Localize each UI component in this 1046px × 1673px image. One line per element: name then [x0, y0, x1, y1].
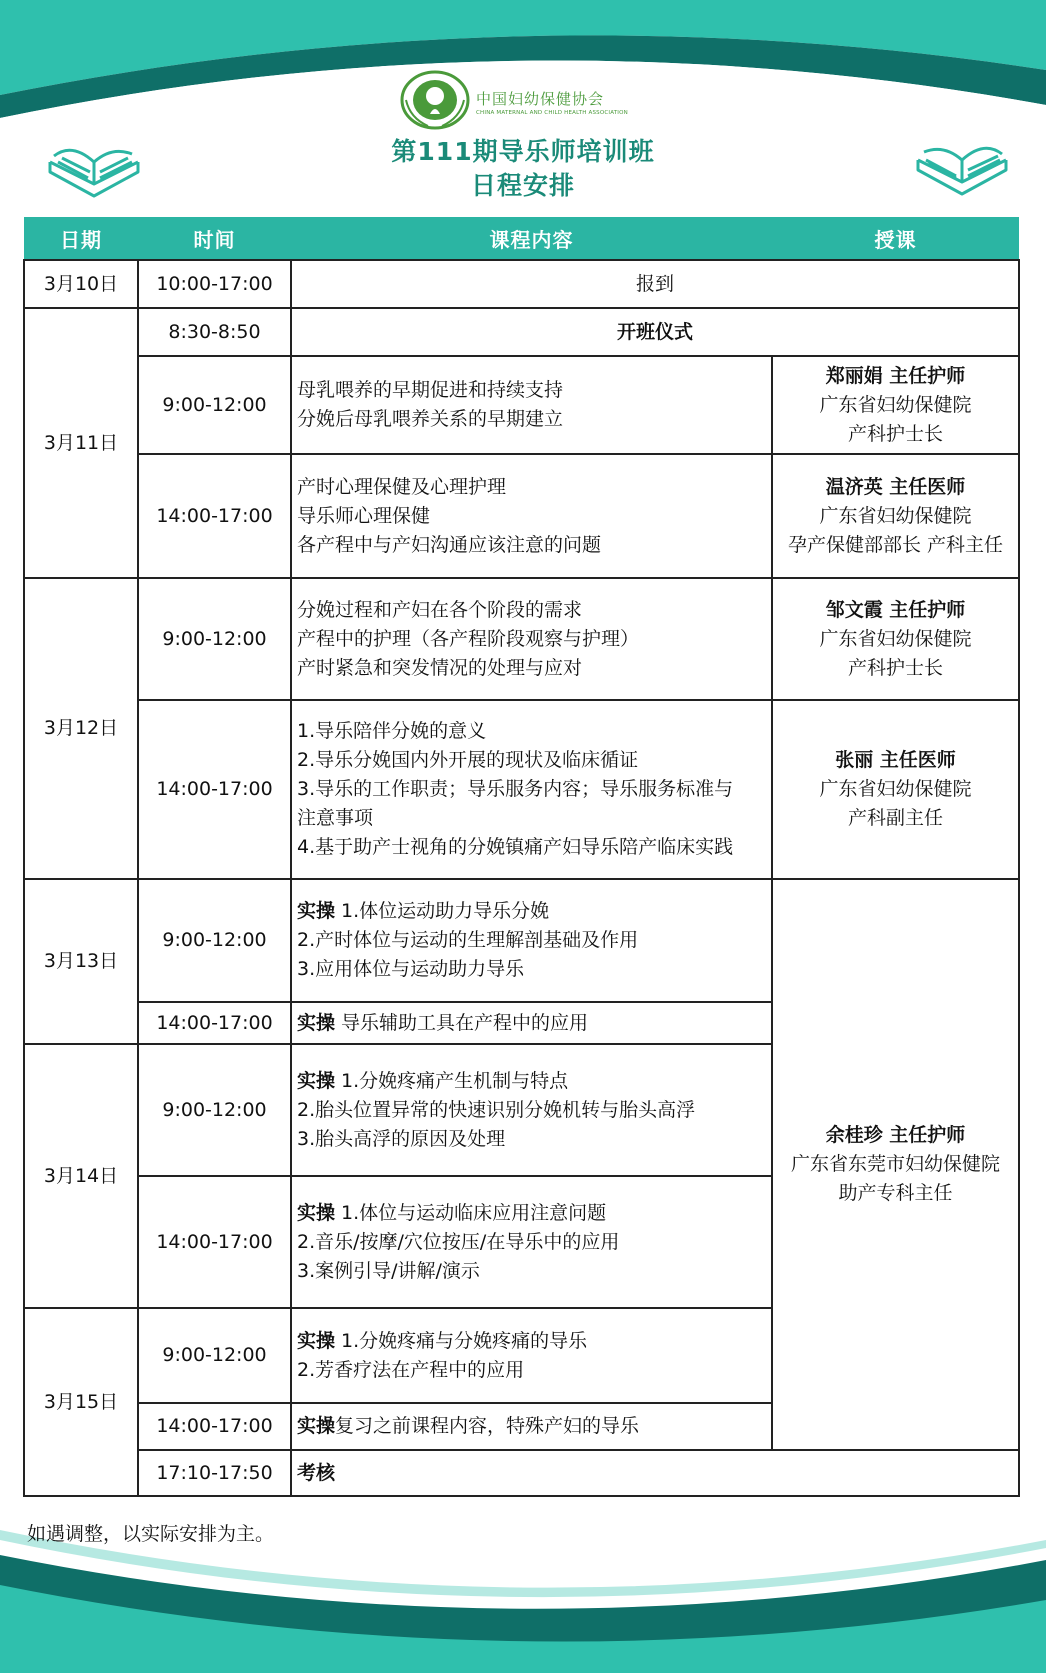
- content-cell: [291, 578, 772, 700]
- content-line: 2.胎头位置异常的快速识别分娩机转与胎头高浮: [297, 1098, 696, 1121]
- content-line: 母乳喂养的早期促进和持续支持: [297, 379, 564, 401]
- header-time: 时间: [138, 217, 291, 260]
- table-row: [24, 308, 1019, 356]
- time-cell: 9:00-12:00: [138, 879, 291, 1002]
- teacher-org: 广东省东莞市妇幼保健院: [790, 1153, 1000, 1175]
- teacher-name: 张丽 主任医师: [835, 749, 956, 771]
- content-cell: [291, 1308, 772, 1403]
- teacher-name: 郑丽娟 主任护师: [825, 364, 966, 387]
- teacher-role: 产科护士长: [847, 656, 943, 679]
- teacher-role: 助产专科主任: [838, 1182, 953, 1204]
- time-cell: 14:00-17:00: [138, 700, 291, 879]
- content-line: 各产程中与产妇沟通应该注意的问题: [297, 533, 602, 556]
- time-cell: 17:10-17:50: [138, 1450, 291, 1496]
- content-line: 3.应用体位与运动助力导乐: [297, 958, 525, 980]
- teacher-name: 温济英 主任医师: [825, 475, 966, 498]
- teacher-name: 邹文霞 主任护师: [825, 598, 966, 621]
- content-cell: [291, 356, 772, 454]
- content-text: 1.分娩疼痛与分娩疼痛的导乐: [335, 1329, 588, 1352]
- content-line: 3.案例引导/讲解/演示: [297, 1259, 480, 1282]
- teacher-org: 广东省妇幼保健院: [819, 778, 972, 800]
- content-cell: [291, 879, 772, 1002]
- practice-tag: 实操: [297, 900, 336, 922]
- teacher-org: 广东省妇幼保健院: [819, 627, 972, 650]
- table-row: [24, 356, 1019, 454]
- content-line: [297, 897, 766, 926]
- schedule-table: [23, 217, 1020, 1497]
- table-row: [24, 578, 1019, 700]
- content-line: 4.基于助产士视角的分娩镇痛产妇导乐陪产临床实践: [297, 836, 734, 858]
- content-line: 2.芳香疗法在产程中的应用: [297, 1358, 525, 1381]
- content-line: 1.导乐陪伴分娩的意义: [297, 720, 487, 742]
- content-line: 导乐师心理保健: [297, 504, 431, 527]
- content-cell: 报到: [291, 260, 1019, 308]
- table-row: [24, 260, 1019, 308]
- practice-tag: 实操: [297, 1069, 336, 1092]
- header-teacher: 授课: [772, 217, 1019, 260]
- org-logo: [400, 70, 660, 130]
- teacher-role: 产科副主任: [847, 807, 943, 829]
- content-text: 复习之前课程内容，特殊产妇的导乐: [335, 1415, 640, 1437]
- content-line: 2.产时体位与运动的生理解剖基础及作用: [297, 929, 639, 951]
- time-cell: 9:00-12:00: [138, 356, 291, 454]
- page-subtitle: 日程安排: [470, 171, 575, 200]
- open-book-icon: [44, 132, 144, 204]
- time-cell: 9:00-12:00: [138, 578, 291, 700]
- time-cell: 10:00-17:00: [138, 260, 291, 308]
- content-line: 3.胎头高浮的原因及处理: [297, 1127, 506, 1150]
- content-line: [297, 1412, 766, 1441]
- time-cell: 8:30-8:50: [138, 308, 291, 356]
- content-line: 分娩后母乳喂养关系的早期建立: [297, 408, 564, 430]
- content-text: 导乐辅助工具在产程中的应用: [335, 1011, 589, 1034]
- teacher-org: 广东省妇幼保健院: [819, 393, 972, 416]
- table-row: [24, 700, 1019, 879]
- time-cell: 14:00-17:00: [138, 1176, 291, 1308]
- org-name-en: CHINA MATERNAL AND CHILD HEALTH ASSOCIATION: [476, 110, 628, 116]
- teacher-role: 产科护士长: [847, 422, 943, 445]
- adjustment-note: 如遇调整，以实际安排为主。: [27, 1523, 275, 1545]
- time-cell: 14:00-17:00: [138, 1403, 291, 1450]
- table-row: [24, 454, 1019, 578]
- date-cell: 3月14日: [24, 1044, 138, 1308]
- table-header-row: [24, 217, 1019, 260]
- content-line: 注意事项: [297, 807, 374, 829]
- open-book-icon: [912, 130, 1012, 202]
- date-cell: 3月11日: [24, 308, 138, 578]
- content-cell: [291, 454, 772, 578]
- content-cell: [291, 1002, 772, 1044]
- table-row: [24, 879, 1019, 1002]
- teacher-cell: [772, 578, 1019, 700]
- time-cell: 9:00-12:00: [138, 1308, 291, 1403]
- page-title: 第111期导乐师培训班: [391, 137, 655, 166]
- teacher-name: 余桂珍 主任护师: [825, 1124, 966, 1146]
- teacher-role: 孕产保健部部长 产科主任: [787, 533, 1004, 556]
- time-cell: 9:00-12:00: [138, 1044, 291, 1176]
- date-cell: 3月15日: [24, 1308, 138, 1496]
- teacher-cell: [772, 700, 1019, 879]
- practice-tag: 实操: [297, 1415, 336, 1437]
- org-name-cn: 中国妇幼保健协会: [476, 90, 605, 108]
- content-line: 2.音乐/按摩/穴位按压/在导乐中的应用: [297, 1230, 620, 1253]
- content-text: 1.体位与运动临床应用注意问题: [335, 1201, 607, 1224]
- content-cell: [291, 1044, 772, 1176]
- teacher-cell: [772, 356, 1019, 454]
- content-cell: 考核: [291, 1450, 1019, 1496]
- date-cell: 3月12日: [24, 578, 138, 879]
- content-cell: [291, 1176, 772, 1308]
- content-line: 2.导乐分娩国内外开展的现状及临床循证: [297, 749, 639, 771]
- time-cell: 14:00-17:00: [138, 1002, 291, 1044]
- header-date: 日期: [24, 217, 138, 260]
- content-line: [297, 1327, 766, 1356]
- table-row: [24, 1450, 1019, 1496]
- association-emblem-icon: [400, 70, 470, 130]
- time-cell: 14:00-17:00: [138, 454, 291, 578]
- practice-tag: 实操: [297, 1329, 336, 1352]
- practice-tag: 实操: [297, 1201, 336, 1224]
- content-cell: [291, 700, 772, 879]
- content-text: 1.体位运动助力导乐分娩: [335, 900, 550, 922]
- teacher-org: 广东省妇幼保健院: [819, 504, 972, 527]
- date-cell: 3月10日: [24, 260, 138, 308]
- content-line: 产程中的护理（各产程阶段观察与护理）: [297, 627, 640, 650]
- teacher-cell: [772, 879, 1019, 1450]
- content-text: 1.分娩疼痛产生机制与特点: [335, 1069, 569, 1092]
- content-line: [297, 1067, 766, 1096]
- content-cell: [291, 1403, 772, 1450]
- content-line: 分娩过程和产妇在各个阶段的需求: [297, 598, 583, 621]
- content-cell: 开班仪式: [291, 308, 1019, 356]
- practice-tag: 实操: [297, 1011, 336, 1034]
- content-line: [297, 1009, 766, 1038]
- content-line: 3.导乐的工作职责；导乐服务内容；导乐服务标准与: [297, 778, 734, 800]
- date-cell: 3月13日: [24, 879, 138, 1044]
- content-line: 产时紧急和突发情况的处理与应对: [297, 656, 583, 679]
- header-content: 课程内容: [291, 217, 772, 260]
- content-line: [297, 1199, 766, 1228]
- content-line: 产时心理保健及心理护理: [297, 475, 507, 498]
- teacher-cell: [772, 454, 1019, 578]
